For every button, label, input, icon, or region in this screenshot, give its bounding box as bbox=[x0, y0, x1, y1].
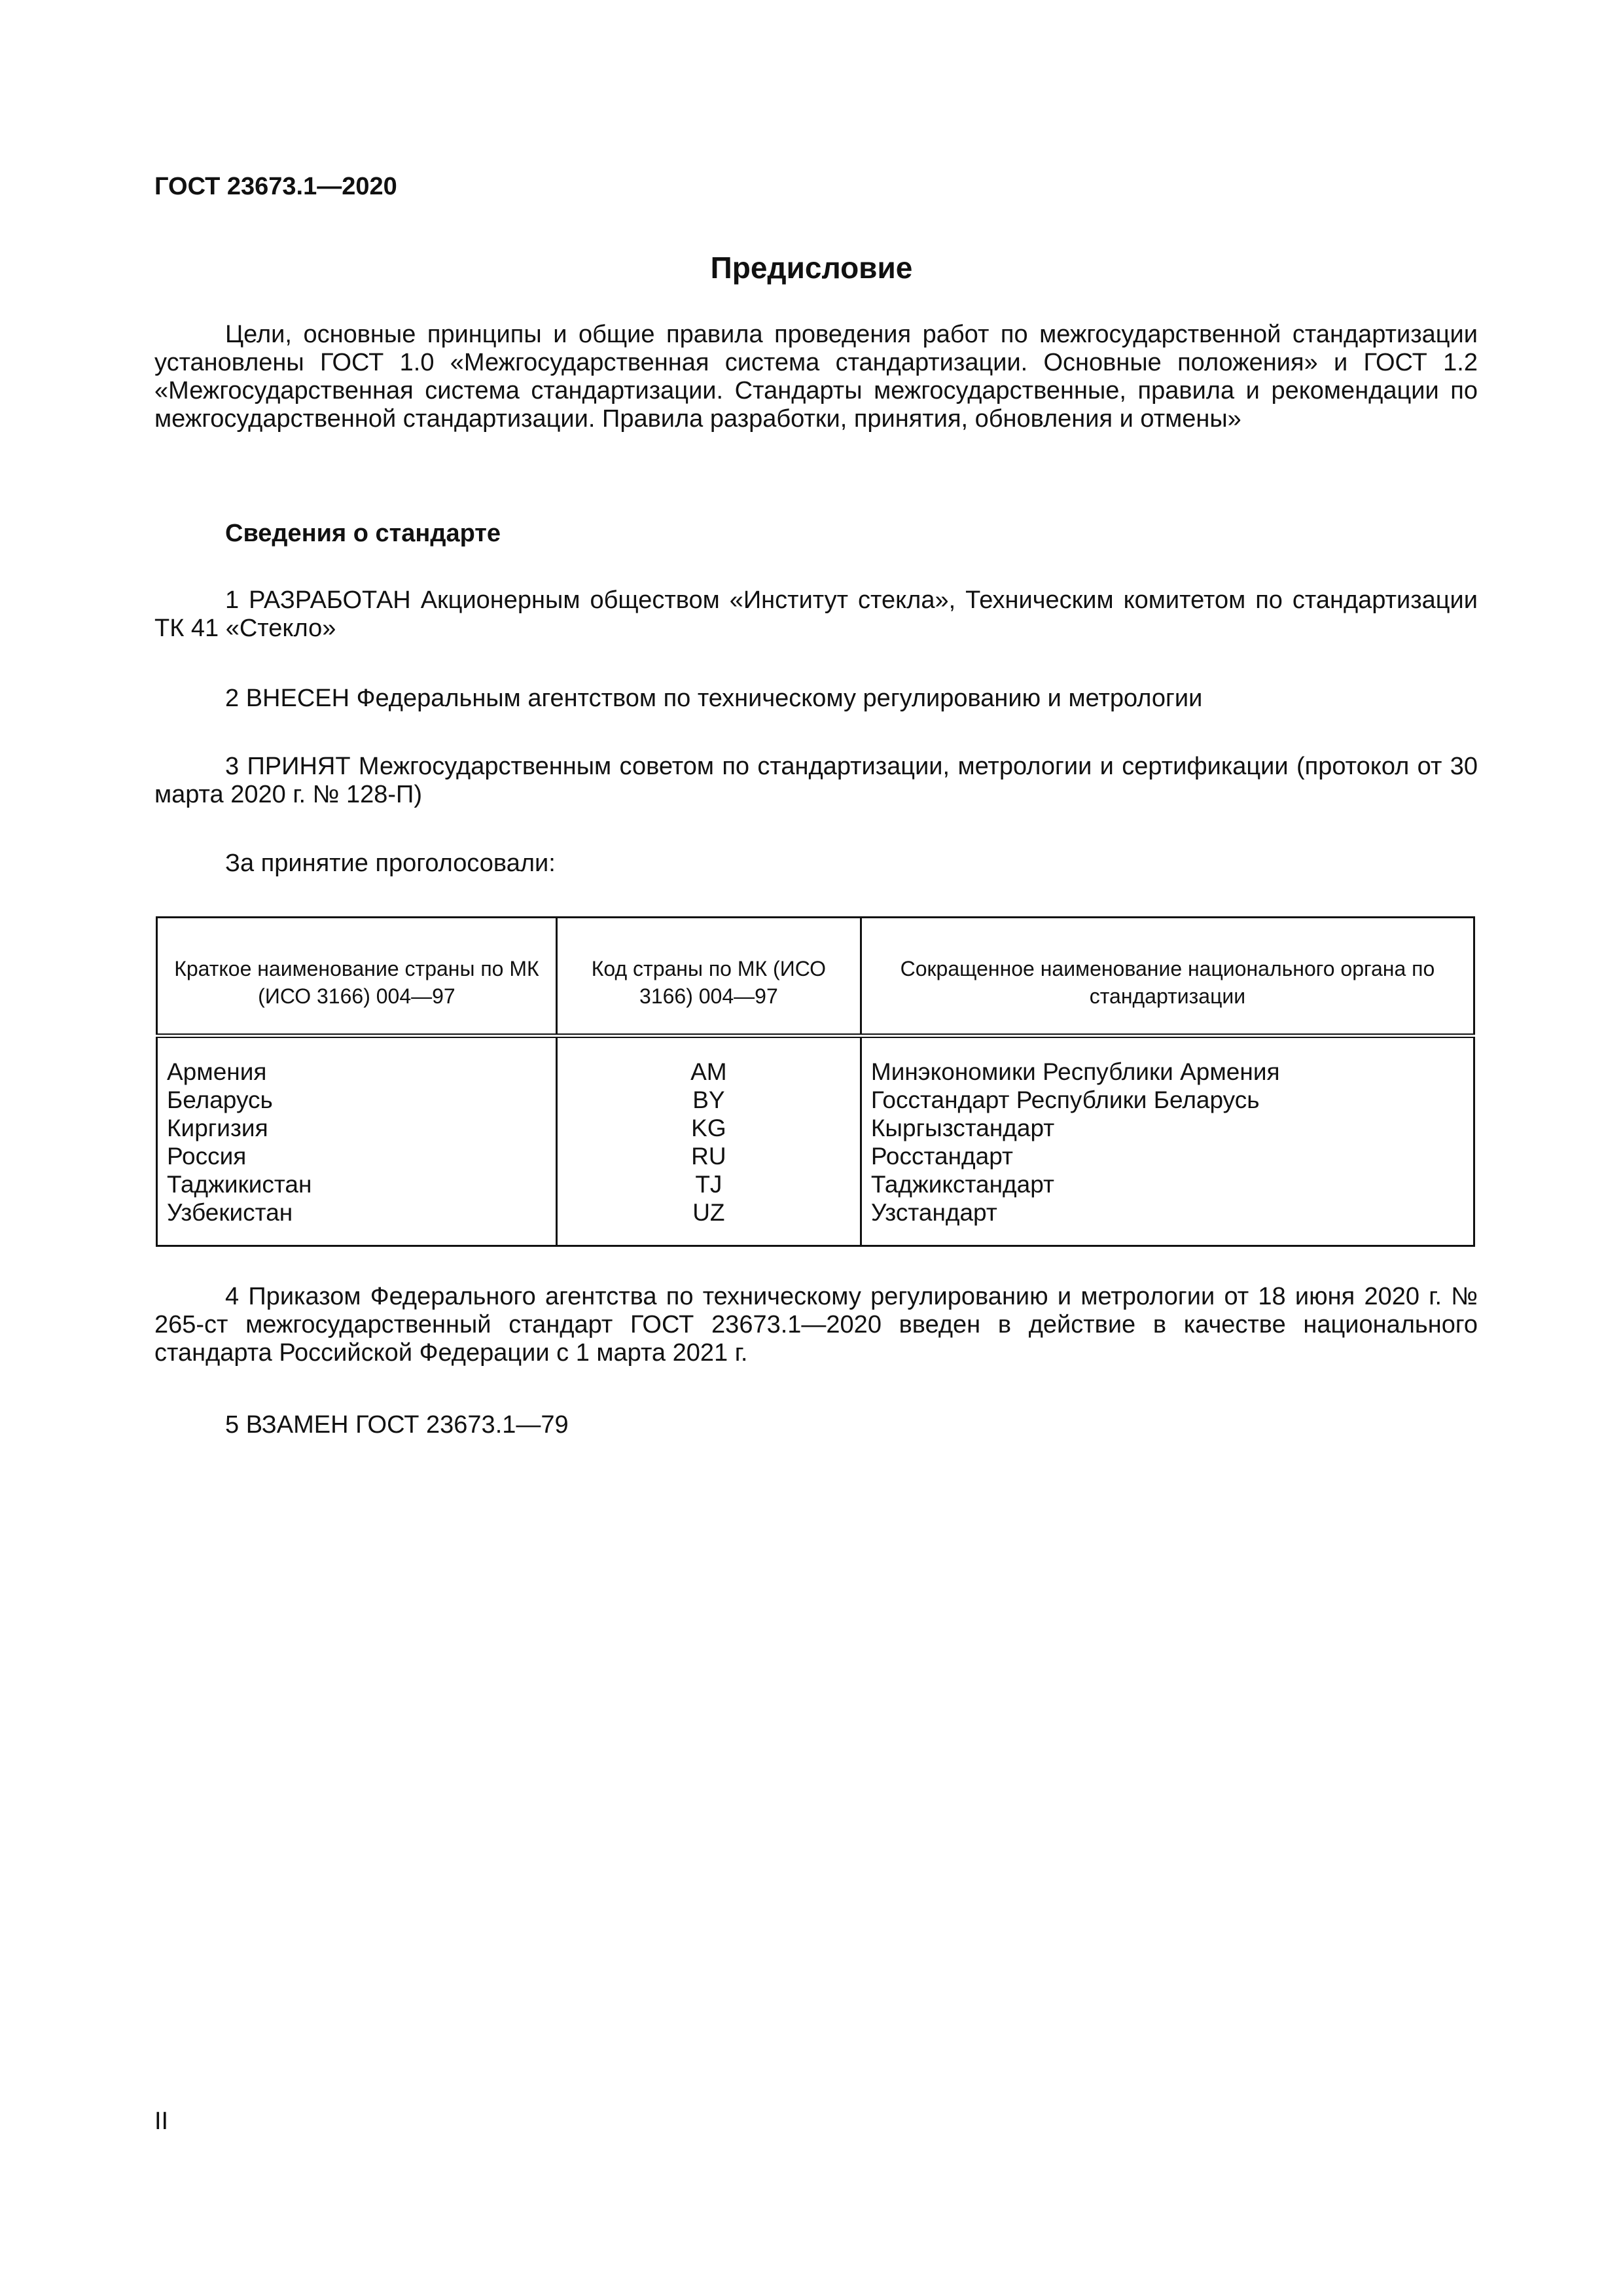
code-column bbox=[556, 1036, 861, 1246]
body-cell: Росстандарт bbox=[870, 1143, 1013, 1170]
item-3 bbox=[154, 753, 1478, 809]
body-column bbox=[861, 1036, 1474, 1246]
header-code: Код страны по МК (ИСО 3166) 004—97 bbox=[556, 918, 861, 1036]
page-title: Предисловие bbox=[710, 251, 913, 285]
country-cell: Узбекистан bbox=[167, 1199, 293, 1226]
vote-table bbox=[156, 916, 1475, 1247]
country-column bbox=[157, 1036, 557, 1246]
item-5-text: 5 ВЗАМЕН ГОСТ 23673.1—79 bbox=[225, 1411, 569, 1439]
item-3-text: 3 ПРИНЯТ Межгосударственным советом по стандартизации, метрологии и сертификации (протокол от 30 марта 2020 г. № 128-П) bbox=[154, 753, 1478, 808]
body-cell: Госстандарт Республики Беларусь bbox=[870, 1086, 1260, 1113]
body-cell: Таджикстандарт bbox=[870, 1171, 1054, 1198]
code-cell: KG bbox=[691, 1115, 726, 1141]
code-cell: UZ bbox=[692, 1199, 725, 1226]
item-4 bbox=[154, 1283, 1478, 1367]
item-4-text: 4 Приказом Федерального агентства по техническому регулированию и метрологии от 18 июня 2020 г. № 265-ст межгосударственный стандарт ГОСТ 23673.1—2020 введен в действие в качестве национального стандарта Российской Федерации с 1 марта 2021 г. bbox=[154, 1283, 1478, 1367]
code-cell: BY bbox=[692, 1086, 725, 1113]
code-cell: RU bbox=[691, 1143, 726, 1170]
item-2 bbox=[154, 685, 1478, 713]
vote-caption-text: За принятие проголосовали: bbox=[225, 850, 556, 877]
body-cell: Кыргызстандарт bbox=[870, 1115, 1055, 1141]
document-code: ГОСТ 23673.1—2020 bbox=[154, 173, 397, 200]
country-cell: Беларусь bbox=[167, 1086, 273, 1113]
body-cell: Минэкономики Республики Армения bbox=[870, 1058, 1280, 1085]
section-heading-wrap bbox=[154, 520, 1478, 548]
item-1 bbox=[154, 586, 1478, 643]
table-header-row bbox=[157, 918, 1474, 1036]
item-2-text: 2 ВНЕСЕН Федеральным агентством по техническому регулированию и метрологии bbox=[225, 685, 1203, 712]
code-cell: TJ bbox=[695, 1171, 722, 1198]
item-1-text: 1 РАЗРАБОТАН Акционерным обществом «Институт стекла», Техническим комитетом по стандартизации ТК 41 «Стекло» bbox=[154, 586, 1478, 642]
header-body: Сокращенное наименование национального органа по стандартизации bbox=[861, 918, 1474, 1036]
intro-text: Цели, основные принципы и общие правила проведения работ по межгосударственной стандартизации установлены ГОСТ 1.0 «Межгосударственная система стандартизации. Основные положения» и ГОСТ 1.2 «Межгосударственная система стандартизации. Стандарты межгосударственные, правила и рекомендации по межгосударственной стандартизации. Правила разработки, принятия, обновления и отмены» bbox=[154, 321, 1478, 433]
country-cell: Таджикистан bbox=[167, 1171, 312, 1198]
item-5 bbox=[154, 1411, 1478, 1439]
code-cell: AM bbox=[690, 1058, 727, 1085]
table-body-row bbox=[157, 1036, 1474, 1246]
intro-paragraph bbox=[154, 321, 1478, 433]
country-cell: Армения bbox=[167, 1058, 267, 1085]
section-heading: Сведения о стандарте bbox=[225, 520, 501, 547]
header-country: Краткое наименование страны по МК (ИСО 3166) 004—97 bbox=[157, 918, 557, 1036]
country-cell: Киргизия bbox=[167, 1115, 268, 1141]
body-cell: Узстандарт bbox=[870, 1199, 997, 1226]
country-cell: Россия bbox=[167, 1143, 247, 1170]
vote-caption bbox=[154, 850, 1478, 878]
page-number: II bbox=[154, 2108, 169, 2135]
